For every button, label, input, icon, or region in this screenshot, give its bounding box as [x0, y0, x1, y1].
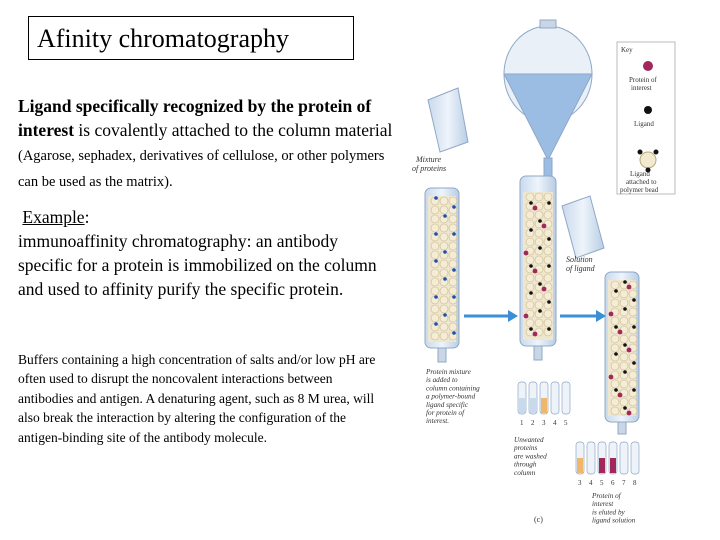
- buffers-paragraph: Buffers containing a high concentration of salts and/or low pH are often used to disrupt the noncovalent interactions between antibodies and antigen. A denaturing agent, such as 8 M urea, will also break the interaction by altering the configuration of the antigen-binding site of the antibody molecule.: [18, 352, 376, 445]
- polymer-bead: [431, 215, 439, 223]
- polymer-bead: [440, 287, 448, 295]
- ligand-dot: [443, 250, 447, 254]
- affinity-chromatography-figure: [400, 10, 682, 530]
- polymer-bead: [544, 211, 552, 219]
- polymer-bead: [620, 353, 628, 361]
- ligand-solution-line1: Solution: [566, 255, 593, 264]
- polymer-bead: [526, 220, 534, 228]
- tube-number: 3: [578, 479, 582, 487]
- step2-caption-line: Unwanted: [514, 436, 544, 444]
- ligand-dot: [614, 388, 618, 392]
- mixture-label-line2: of proteins: [412, 164, 447, 173]
- ligand-normal-text: is covalently attached to the column material: [74, 120, 393, 140]
- step3-caption-line: is eluted by: [592, 508, 625, 517]
- collection-tube: [562, 382, 570, 414]
- protein-dot: [542, 224, 547, 229]
- tube-number: 5: [564, 419, 568, 427]
- polymer-bead: [620, 290, 628, 298]
- protein-dot: [524, 314, 529, 319]
- example-lead: [18, 207, 89, 227]
- polymer-bead: [544, 319, 552, 327]
- ligand-dot: [623, 280, 627, 284]
- polymer-bead: [611, 398, 619, 406]
- tube-number: 3: [542, 419, 546, 427]
- ligand-dot: [547, 300, 551, 304]
- polymer-bead: [620, 398, 628, 406]
- panel-label: (c): [534, 515, 543, 524]
- polymer-bead: [431, 269, 439, 277]
- collection-tubes-1: [518, 382, 570, 427]
- ligand-dot: [529, 264, 533, 268]
- example-paragraph: [18, 205, 393, 301]
- protein-dot: [627, 348, 632, 353]
- polymer-bead: [535, 229, 543, 237]
- step1-caption-line: ligand specific: [426, 400, 469, 409]
- ligand-dot: [434, 322, 438, 326]
- protein-dot: [524, 251, 529, 256]
- ligand-dot: [529, 228, 533, 232]
- ligand-paragraph: [18, 94, 393, 194]
- polymer-bead: [611, 317, 619, 325]
- polymer-bead: [526, 256, 534, 264]
- ligand-dot: [452, 295, 456, 299]
- tube-number: 8: [633, 479, 637, 487]
- protein-dot: [627, 411, 632, 416]
- polymer-bead: [544, 310, 552, 318]
- step2-caption-line: are washed: [514, 452, 547, 461]
- polymer-bead: [449, 242, 457, 250]
- polymer-bead: [620, 335, 628, 343]
- process-arrow-2: [560, 310, 606, 322]
- polymer-bead: [449, 215, 457, 223]
- polymer-bead: [526, 283, 534, 291]
- figure-key: [617, 42, 675, 194]
- polymer-bead: [535, 292, 543, 300]
- polymer-bead: [440, 269, 448, 277]
- polymer-bead: [440, 242, 448, 250]
- protein-dot: [618, 330, 623, 335]
- bead-icon: [640, 152, 656, 168]
- step1-caption-line: is added to: [426, 376, 458, 385]
- polymer-bead: [526, 211, 534, 219]
- collection-tube: [551, 382, 559, 414]
- polymer-bead: [449, 314, 457, 322]
- key-bead-line1: Ligand: [630, 170, 650, 178]
- polymer-bead: [629, 317, 637, 325]
- polymer-bead: [535, 319, 543, 327]
- separatory-funnel: [504, 20, 592, 180]
- polymer-bead: [535, 256, 543, 264]
- protein-dot: [533, 206, 538, 211]
- polymer-bead: [440, 260, 448, 268]
- protein-dot: [609, 375, 614, 380]
- key-bead-line3: polymer bead: [620, 186, 659, 194]
- ligand-solution-beaker: [562, 196, 604, 258]
- polymer-bead: [449, 323, 457, 331]
- ligand-icon: [644, 106, 652, 114]
- matrix-note: (Agarose, sephadex, derivatives of cellulose, or other polymers can be used as the matrix).: [18, 148, 385, 190]
- step3-caption-line: ligand solution: [592, 516, 636, 525]
- step1-caption-line: Protein mixture: [426, 368, 471, 376]
- polymer-bead: [611, 407, 619, 415]
- ligand-dot: [443, 313, 447, 317]
- polymer-bead: [611, 380, 619, 388]
- polymer-bead: [431, 278, 439, 286]
- ligand-dot: [443, 277, 447, 281]
- polymer-bead: [526, 238, 534, 246]
- ligand-solution-line2: of ligand: [566, 264, 595, 273]
- ligand-dot: [443, 214, 447, 218]
- ligand-dot: [547, 264, 551, 268]
- step3-caption: [591, 492, 636, 525]
- example-label: Example: [22, 207, 85, 227]
- polymer-bead: [526, 301, 534, 309]
- polymer-bead: [611, 281, 619, 289]
- polymer-bead: [449, 278, 457, 286]
- ligand-dot: [623, 406, 627, 410]
- process-arrow-1: [464, 310, 518, 322]
- step2-caption: [513, 436, 547, 477]
- ligand-dot: [529, 201, 533, 205]
- polymer-bead: [611, 335, 619, 343]
- polymer-bead: [629, 380, 637, 388]
- polymer-bead: [535, 211, 543, 219]
- ligand-dot: [538, 282, 542, 286]
- polymer-bead: [431, 305, 439, 313]
- polymer-bead: [526, 274, 534, 282]
- step1-caption: [425, 368, 480, 425]
- step1-caption-line: interest.: [426, 417, 450, 426]
- protein-dot: [533, 269, 538, 274]
- polymer-bead: [431, 206, 439, 214]
- polymer-bead: [440, 305, 448, 313]
- polymer-bead: [440, 332, 448, 340]
- ligand-dot: [452, 205, 456, 209]
- ligand-dot: [434, 259, 438, 263]
- polymer-bead: [611, 344, 619, 352]
- polymer-bead: [629, 290, 637, 298]
- ligand-dot: [614, 352, 618, 356]
- example-body: immunoaffinity chromatography: an antibody specific for a protein is immobilized on the column and used to affinity purify the specific protein.: [18, 231, 377, 299]
- ligand-dot: [632, 298, 636, 302]
- polymer-bead: [544, 229, 552, 237]
- step1-caption-line: for protein of: [426, 409, 465, 417]
- polymer-bead: [431, 242, 439, 250]
- ligand-dot: [434, 232, 438, 236]
- polymer-bead: [629, 353, 637, 361]
- polymer-bead: [535, 301, 543, 309]
- ligand-dot: [529, 291, 533, 295]
- polymer-bead: [431, 332, 439, 340]
- ligand-dot: [434, 196, 438, 200]
- protein-icon: [643, 61, 653, 71]
- polymer-bead: [449, 260, 457, 268]
- polymer-bead: [526, 193, 534, 201]
- ligand-dot: [538, 219, 542, 223]
- step3-caption-line: interest: [592, 500, 614, 509]
- ligand-bold-text: Ligand specifically recognized by the protein of interest: [18, 96, 372, 140]
- ligand-dot: [538, 246, 542, 250]
- polymer-bead: [440, 323, 448, 331]
- protein-dot: [533, 332, 538, 337]
- collection-tube: [620, 442, 628, 474]
- polymer-bead: [620, 299, 628, 307]
- polymer-bead: [629, 398, 637, 406]
- ligand-dot: [452, 268, 456, 272]
- polymer-bead: [440, 224, 448, 232]
- polymer-bead: [620, 317, 628, 325]
- mixture-label-line1: Mixture: [416, 155, 442, 164]
- polymer-bead: [544, 292, 552, 300]
- ligand-dot: [614, 325, 618, 329]
- protein-mixture-beaker: [428, 88, 468, 152]
- polymer-bead: [620, 380, 628, 388]
- polymer-bead: [544, 256, 552, 264]
- polymer-bead: [431, 314, 439, 322]
- ligand-dot: [452, 232, 456, 236]
- polymer-bead: [544, 193, 552, 201]
- polymer-bead: [431, 287, 439, 295]
- polymer-bead: [544, 274, 552, 282]
- polymer-bead: [449, 224, 457, 232]
- polymer-bead: [440, 197, 448, 205]
- polymer-bead: [611, 362, 619, 370]
- ligand-dot: [632, 388, 636, 392]
- tube-number: 6: [611, 479, 615, 487]
- collection-tubes-2: [576, 442, 639, 487]
- tube-number: 1: [520, 419, 524, 427]
- protein-dot: [609, 312, 614, 317]
- step2-caption-line: column: [514, 468, 536, 477]
- polymer-bead: [535, 238, 543, 246]
- protein-dot: [618, 393, 623, 398]
- polymer-bead: [535, 274, 543, 282]
- slide-title: Afinity chromatography: [28, 16, 354, 60]
- ligand-dot: [632, 325, 636, 329]
- step2-caption-line: through: [514, 460, 537, 469]
- ligand-dot: [529, 327, 533, 331]
- collection-tube: [587, 442, 595, 474]
- key-protein-line2: interest: [631, 84, 652, 92]
- ligand-dot: [547, 201, 551, 205]
- step2-caption-line: proteins: [514, 444, 538, 453]
- polymer-bead: [431, 224, 439, 232]
- step1-caption-line: a polymer-bound: [426, 392, 476, 401]
- polymer-bead: [449, 305, 457, 313]
- ligand-dot: [623, 307, 627, 311]
- polymer-bead: [611, 299, 619, 307]
- ligand-dot: [452, 331, 456, 335]
- tube-number: 2: [531, 419, 535, 427]
- tube-number: 4: [589, 479, 593, 487]
- example-colon: :: [84, 207, 90, 227]
- polymer-bead: [620, 362, 628, 370]
- polymer-bead: [449, 197, 457, 205]
- protein-dot: [627, 285, 632, 290]
- key-protein-line1: Protein of: [629, 76, 657, 84]
- ligand-dot: [538, 309, 542, 313]
- polymer-bead: [629, 335, 637, 343]
- ligand-dot: [614, 289, 618, 293]
- polymer-bead: [526, 319, 534, 327]
- polymer-bead: [440, 296, 448, 304]
- polymer-bead: [629, 371, 637, 379]
- key-bead-line2: attached to: [626, 178, 657, 186]
- polymer-bead: [449, 287, 457, 295]
- ligand-dot: [623, 343, 627, 347]
- tube-number: 5: [600, 479, 604, 487]
- step1-caption-line: column containing: [426, 384, 480, 393]
- protein-dot: [542, 287, 547, 292]
- polymer-bead: [431, 251, 439, 259]
- polymer-bead: [535, 193, 543, 201]
- tube-number: 7: [622, 479, 626, 487]
- polymer-bead: [629, 308, 637, 316]
- polymer-bead: [449, 251, 457, 259]
- ligand-dot: [623, 370, 627, 374]
- ligand-dot: [632, 361, 636, 365]
- collection-tube: [631, 442, 639, 474]
- polymer-bead: [440, 233, 448, 241]
- key-title: Key: [621, 46, 633, 54]
- step3-caption-line: Protein of: [592, 492, 621, 500]
- ligand-dot: [547, 327, 551, 331]
- key-ligand: Ligand: [634, 120, 654, 128]
- tube-number: 4: [553, 419, 557, 427]
- ligand-dot: [547, 237, 551, 241]
- ligand-dot: [434, 295, 438, 299]
- polymer-bead: [544, 247, 552, 255]
- polymer-bead: [440, 206, 448, 214]
